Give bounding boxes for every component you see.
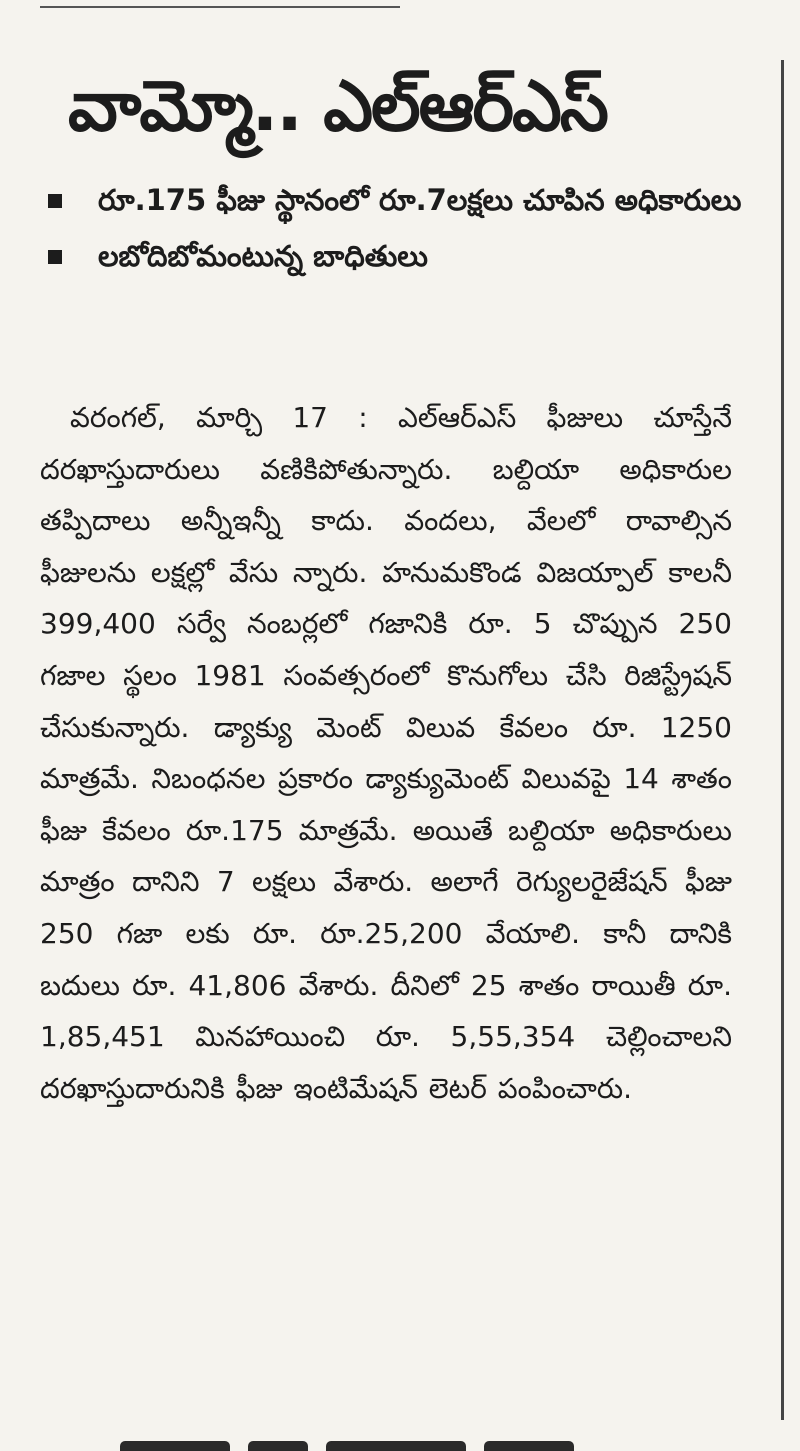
top-divider-line <box>40 0 400 8</box>
next-article-cutoff-fragment <box>120 1434 680 1451</box>
subheadline-item <box>42 228 742 284</box>
article-headline: వామ్మో.. ఎల్ఆర్ఎస్ <box>68 65 607 147</box>
square-bullet-icon <box>48 250 62 264</box>
subheadline-item <box>42 172 742 228</box>
subheadline-text: రూ.175 ఫీజు స్థానంలో రూ.7లక్షలు చూపిన అధికారులు <box>98 183 742 217</box>
square-bullet-icon <box>48 194 62 208</box>
column-divider-line <box>781 60 784 1420</box>
subheadline-list <box>42 172 742 284</box>
subheadline-text: లబోదిబోమంటున్న బాధితులు <box>98 239 428 273</box>
article-body: వరంగల్, మార్చి 17 : ఎల్ఆర్ఎస్ ఫీజులు చూస్తేనే దరఖాస్తుదారులు వణికిపోతున్నారు. బల్దియా అధికారుల తప్పిదాలు అన్నీఇన్నీ కాదు. వందలు, వేలలో రావాల్సిన ఫీజులను లక్షల్లో వేసు న్నారు. హనుమకొండ విజయ్పాల్ కాలనీ 399,400 సర్వే నంబర్లలో గజానికి రూ. 5 చొప్పున 250 గజాల స్థలం 1981 సంవత్సరంలో కొనుగోలు చేసి రిజిస్ట్రేషన్ చేసుకున్నారు. డ్యాక్యు మెంట్ విలువ కేవలం రూ. 1250 మాత్రమే. నిబంధనల ప్రకారం డ్యాక్యుమెంట్ విలువపై 14 శాతం ఫీజు కేవలం రూ.175 మాత్రమే. అయితే బల్దియా అధికారులు మాత్రం దానిని 7 లక్షలు వేశారు. అలాగే రెగ్యులరైజేషన్ ఫీజు 250 గజా లకు రూ. రూ.25,200 వేయాలి. కానీ దానికి బదులు రూ. 41,806 వేశారు. దీనిలో 25 శాతం రాయితీ రూ. 1,85,451 మినహాయించి రూ. 5,55,354 చెల్లించాలని దరఖాస్తుదారునికి ఫీజు ఇంటిమేషన్ లెటర్ పంపించారు. <box>40 401 732 1105</box>
